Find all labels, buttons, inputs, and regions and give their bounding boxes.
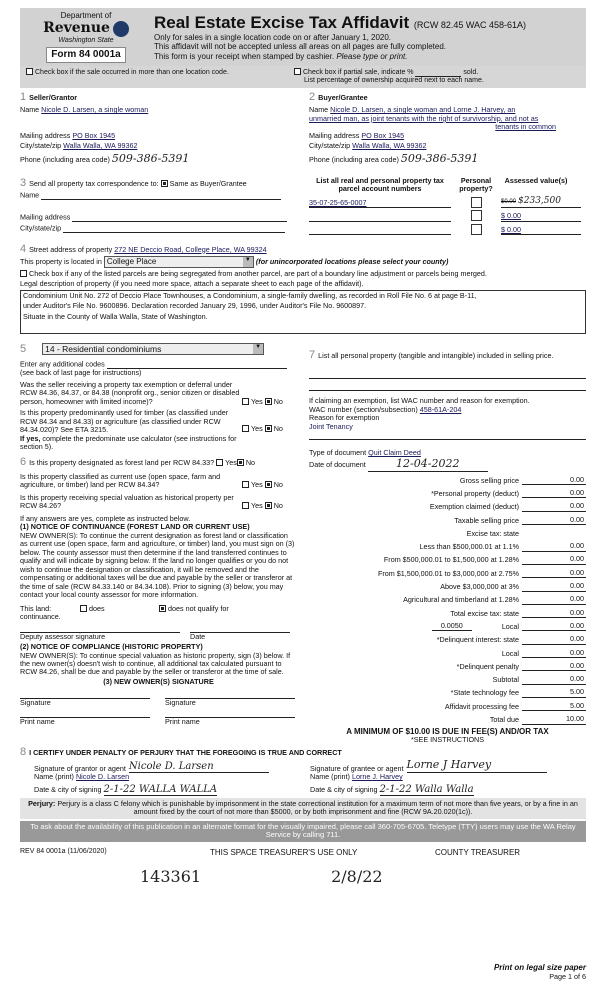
calc-amount[interactable]: 5.00: [522, 688, 586, 697]
parcel-number-2[interactable]: [309, 213, 451, 222]
calc-row: [309, 605, 586, 618]
header-line-2: This affidavit will not be accepted unless all areas on all pages are fully completed.: [154, 42, 447, 52]
calc-amount[interactable]: 0.00: [522, 582, 586, 591]
tax-calculation: [309, 472, 586, 725]
same-as-buyer-checkbox[interactable]: [161, 180, 168, 187]
chevron-down-icon: ▼: [253, 344, 263, 354]
notice-compliance-heading: (2) NOTICE OF COMPLIANCE (HISTORIC PROPERTY): [20, 642, 203, 652]
calc-row: [309, 698, 586, 711]
legal-label: Legal description of property (if you need more space, attach a separate sheet to each page of the affidavit).: [20, 279, 364, 289]
exemption-reason[interactable]: Joint Tenancy: [309, 421, 353, 431]
chevron-down-icon: ▼: [243, 257, 253, 266]
calc-row: [309, 592, 586, 605]
calc-row: [309, 711, 586, 724]
left-lower: 5 14 - Residential condominiums ▼ Enter any additional codes (see back of last page for instructions) Was the seller receiving a property tax exemption or deferral under RCW 84.36, 84.37, or 84.38 (nonprofit org., senior citizen or disabled person, homeowner with limited income)? Yes No Is this property predominantly used for timber (as classified under RCW 84.34 and 84.33) or agriculture (as classified under RCW 84.34.020)? See ETA 3215. If yes, complete the predominate use calculator (see instructions for section 5). Yes No 6 Is this property designated as forest land per RCW 84.33? Yes No Is this property classified as current use (open space, farm and agriculture, or timber) land per RCW 84.34? Yes No Is this property receiving special valuation as historical property per RCW 84.26? Yes No If any answers are yes, complete as instructed below. (1) NOTICE OF CONTINUANCE (FOREST LAND OR CURRENT USE) NEW OWNER(S): To continue the current designation as forest land or classification as current use (open space, farm and agriculture, or timber) land, you must sign on (3) below. The county assessor must then determine if the land transferred continues to qualify and will indicate by signing below. If the land no longer qualifies or you do not wish to continue the designation or classification, it will be removed and the compensating or additional taxes will be due and payable by the seller or transferor at the time of sale (RCW 84.33.140 or 84.34.108). Prior to signing (3) below, you may contact your local county assessor for more information. This land: does does not qualify for continuance. Deputy assessor signature Date (2) NOTICE OF COMPLIANCE (HISTORIC PROPERTY) NEW OWNER(S): To continue special valuation as historic property, sign (3) below. If the new owner(s) doesn't wish to continue, all additional tax calculated pursuant to RCW 84.26, shall be due and payable by the seller or transferor at the time of sale. (3) NEW OWNER(S) SIGNATURE Signature Signature Print name Print name: [20, 343, 297, 745]
calc-amount[interactable]: 0.00: [522, 569, 586, 578]
owner-sig-2[interactable]: Signature: [165, 698, 295, 707]
header-line-3: This form is your receipt when stamped by cashier. Please type or print.: [154, 51, 408, 61]
s3-mail-field[interactable]: [72, 213, 287, 222]
calc-label: Total excise tax: state: [450, 608, 519, 618]
assessed-value-2[interactable]: $ 0.00: [501, 212, 581, 221]
wac-number[interactable]: 458-61A-204: [419, 404, 462, 414]
multi-location-label: Check box if the sale occurred in more than one location code.: [35, 69, 229, 76]
notice-compliance-text: NEW OWNER(S): To continue special valuation as historic property, sign (3) below. If the new owner(s) doesn't wish to continue, all additional tax calculated pursuant to RCW 84.26, shall be due and payable by the seller or transferor at the time of sale.: [20, 650, 291, 677]
county-treasurer: COUNTY TREASURER: [435, 848, 521, 858]
calc-label: *State technology fee: [450, 688, 519, 698]
segregated-label: Check box if any of the listed parcels are being segregated from another parcel, are part of a boundary line adjustment or parcels being merged.: [29, 268, 487, 278]
calc-amount[interactable]: 0.00: [522, 662, 586, 671]
seller-mail[interactable]: PO Box 1945: [72, 130, 116, 140]
calc-amount[interactable]: 0.00: [522, 476, 586, 485]
parcel-table: [309, 177, 586, 243]
calc-row: [309, 658, 586, 671]
current-use-question: Is this property classified as current use (open space, farm and agriculture, or timber) land per RCW 84.34?: [20, 471, 221, 490]
calc-amount[interactable]: 0.00: [522, 622, 586, 631]
personal-property-line-2[interactable]: [309, 379, 586, 391]
calc-amount[interactable]: 0.00: [522, 649, 586, 658]
parcel-number-3[interactable]: [309, 226, 451, 235]
s3-text: Send all property tax correspondence to:: [29, 178, 159, 188]
calc-label: Subtotal: [492, 675, 519, 685]
personal-checkbox-1[interactable]: [471, 197, 482, 208]
seller-name[interactable]: Nicole D. Larsen, a single woman: [41, 105, 149, 115]
does-checkbox[interactable]: [80, 605, 87, 612]
footer: [20, 848, 586, 857]
accessibility-note: To ask about the availability of this publication in an alternate format for the visually impaired, please call 360-705-6705. Teletype (TTY) users may use the WA Relay Service by calling 711.: [20, 821, 586, 843]
owner-print-1[interactable]: Print name: [20, 717, 150, 726]
historic-yes[interactable]: [242, 502, 249, 509]
legal-description-field[interactable]: Condominium Unit No. 272 of Deccio Place Townhouses, a Condominium, a single-family dwelling, as recorded in Roll File No. 6 at page B-11, under Auditor's File No. 9600896. Declaration recorded January 29, 1996, under Auditor's File No. 9600897. Situate in the County of Walla Walla, State of Washington.: [20, 290, 586, 334]
grantee-date-city[interactable]: 2-1-22 Walla Walla: [379, 783, 474, 795]
revision-code: REV 84 0001a (11/06/2020): [20, 848, 107, 856]
buyer-phone[interactable]: 509-386-5391: [400, 151, 479, 165]
buyer-heading: Buyer/Grantee: [318, 92, 368, 102]
s3-name-field[interactable]: [41, 191, 281, 200]
grantor-print-name[interactable]: Nicole D. Larsen: [75, 772, 130, 782]
calc-row: [309, 565, 586, 578]
reason-label: Reason for exemption: [309, 413, 380, 423]
forest-yes[interactable]: [216, 459, 223, 466]
deputy-signature[interactable]: Deputy assessor signature: [20, 632, 180, 641]
calc-amount[interactable]: 0.00: [522, 542, 586, 551]
calc-label: Agricultural and timberland at 1.28%: [403, 595, 519, 605]
grantor-signature[interactable]: Nicole D. Larsen: [129, 761, 269, 774]
seller-phone[interactable]: 509-386-5391: [111, 151, 190, 165]
certification-text: I CERTIFY UNDER PENALTY OF PERJURY THAT THE FOREGOING IS TRUE AND CORRECT: [29, 748, 342, 758]
exemption-question: Was the seller receiving a property tax exemption or deferral under RCW 84.36, 84.37, or 84.38 (nonprofit org., senior citizen or disabled person, homeowner with limited income)?: [20, 379, 240, 406]
calc-amount[interactable]: 0.00: [522, 555, 586, 564]
parcel-col-header: List all real and personal property tax parcel account numbers: [316, 175, 444, 193]
assessed-value-3[interactable]: $ 0.00: [501, 226, 581, 235]
calc-row: [309, 618, 586, 631]
buyer-mail[interactable]: PO Box 1945: [361, 130, 405, 140]
calc-amount[interactable]: 0.00: [522, 675, 586, 684]
grantor-date-city[interactable]: 2-1-22 WALLA WALLA: [103, 783, 218, 795]
new-owner-sig-heading: (3) NEW OWNER(S) SIGNATURE: [103, 676, 214, 686]
calc-row: [309, 525, 586, 538]
buyer-city[interactable]: Walla Walla, WA 99362: [352, 141, 427, 151]
calc-amount[interactable]: 0.00: [522, 609, 586, 618]
owner-print-2[interactable]: Print name: [165, 717, 295, 726]
buyer-name-1[interactable]: Nicole D. Larsen, a single woman and Lorne J. Harvey, an: [330, 105, 516, 115]
treasurer-use: THIS SPACE TREASURER'S USE ONLY: [210, 848, 358, 858]
calc-label: *Delinquent interest: state: [436, 635, 519, 645]
document-date[interactable]: 12-04-2022: [368, 458, 488, 472]
form-header: [20, 8, 586, 66]
calc-row: [309, 552, 586, 565]
same-as-buyer-label: Same as Buyer/Grantee: [169, 178, 247, 188]
calc-amount[interactable]: 0.00: [522, 502, 586, 511]
calc-label: Total due: [489, 715, 519, 725]
treasurer-date: 2/8/22: [331, 866, 383, 886]
calc-amount[interactable]: 10.00: [522, 715, 586, 724]
calc-amount[interactable]: 0.00: [522, 635, 586, 644]
timber-question: Is this property predominantly used for timber (as classified under RCW 84.34 and 84.33) or agriculture (as classified under RCW 84.34.020)? See ETA 3215.: [20, 408, 229, 435]
calc-label: From $500,000.01 to $1,500,000 at 1.28%: [383, 555, 519, 565]
historic-question: Is this property receiving special valuation as historical property per RCW 84.26?: [20, 492, 234, 511]
location-note: (for unincorporated locations please select your county): [255, 257, 449, 267]
multi-location-checkbox[interactable]: [26, 68, 33, 75]
treasurer-receipt-number: 143361: [140, 866, 202, 886]
logo-state: Washington State: [58, 36, 114, 44]
correspondence-section: 3 Send all property tax correspondence to: Same as Buyer/Grantee Name Mailing address City/state/zip List all real and personal property tax parcel account numbers Personal property? Assessed value(s) 35-07-25-65-0007 $0.00 $233,500 $ 0.00 $ 0.00: [20, 177, 586, 243]
calc-row: [309, 645, 586, 658]
historic-no[interactable]: [265, 502, 272, 509]
header-checkboxes: [20, 66, 586, 88]
personal-col-header: Personal property?: [459, 175, 493, 193]
exemption-yes[interactable]: [242, 398, 249, 405]
seller-city[interactable]: Walla Walla, WA 99362: [63, 141, 138, 151]
revenue-logo: [26, 11, 146, 63]
exemption-no[interactable]: [265, 398, 272, 405]
minimum-due-note: A MINIMUM OF $10.00 IS DUE IN FEE(S) AND/OR TAX: [346, 726, 549, 736]
calc-row: [309, 671, 586, 684]
calc-row: [309, 685, 586, 698]
personal-checkbox-3[interactable]: [471, 224, 482, 235]
perjury-note: Perjury: Perjury is a class C felony which is punishable by imprisonment in the state correctional institution for a maximum term of not more than five years, or by a fine in an amount fixed by the court of not more than $5000, or by both imprisonment and fine (RCW 9A.20.020(1c)).: [20, 798, 586, 819]
deputy-date[interactable]: Date: [190, 632, 290, 641]
legal-paper-note: Print on legal size paper: [493, 963, 586, 973]
calc-amount[interactable]: 0.00: [522, 516, 586, 525]
answers-note: If any answers are yes, complete as instructed below.: [20, 513, 191, 523]
s7-text: List all personal property (tangible and intangible) included in selling price.: [318, 350, 554, 360]
notice-continuance-text: NEW OWNER(S): To continue the current designation as forest land or classification as current use (open space, farm and agriculture, or timber) land, you must sign on (3) below. The county assessor must then determine if the land transferred continues to qualify and will indicate by signing below. If the land no longer qualifies or you do not wish to continue the designation or classification, it will be removed and the compensating or additional taxes will be due and payable by the seller or transferor at the time of sale (RCW 84.33.140 or 84.34.108). Prior to signing (3) below, you may contact your local county assessor for more information.: [20, 530, 295, 600]
location-select[interactable]: College Place ▼: [104, 256, 254, 267]
reason-line[interactable]: [309, 431, 586, 440]
notice-continuance-heading: (1) NOTICE OF CONTINUANCE (FOREST LAND OR CURRENT USE): [20, 522, 250, 532]
personal-property-line-1[interactable]: [309, 367, 586, 379]
calc-label: *Delinquent penalty: [456, 661, 519, 671]
calc-row: [309, 498, 586, 511]
grantee-print-name[interactable]: Lorne J. Harvey: [351, 772, 403, 782]
calc-row: [309, 512, 586, 525]
page-number: Page 1 of 6: [549, 971, 586, 981]
calc-row: [309, 631, 586, 644]
header-line-1: Only for sales in a single location code on or after January 1, 2020.: [154, 32, 392, 42]
right-lower: 7 List all personal property (tangible and intangible) included in selling price. If claiming an exemption, list WAC number and reason for exemption. WAC number (section/subsection) 458-61A-204 Reason for exemption Joint Tenancy Type of document Quit Claim Deed Date of document 12-04-2022 Gross selling price 0.00 *Personal property (deduct) 0.00 Exemption claimed (deduct) 0.00 Taxable selling price 0.00 Excise tax: state Less than $500,000.01 at 1.1% 0.00 From $500,000.01 to $1,500,000 at 1.28% 0.00 From $1,500,000.01 to $3,000,000 at 2.75% 0.00 Above $3,000,000 at 3% 0.00 Agricultural and timberland at 1.28% 0.00 Total excise tax: state 0.00 0.0050 Local 0.00 *Delinquent interest: state 0.00 Local 0.00 *Delinquent penalty 0.00 Subtotal 0.00 *State technology fee 5.00 Affidavit processing fee 5.00 Total due 10.00 A MINIMUM OF $10.00 IS DUE IN FEE(S) AND/OR TAX *SEE INSTRUCTIONS: [309, 348, 584, 744]
calc-row: [309, 472, 586, 485]
timber-yes[interactable]: [242, 425, 249, 432]
personal-checkbox-2[interactable]: [471, 210, 482, 221]
seller-heading: Seller/Grantor: [29, 92, 78, 102]
buyer-name-2[interactable]: unmarried man, as joint tenants with the right of survivorship, and not as: [309, 113, 539, 123]
see-instructions: *SEE INSTRUCTIONS: [410, 734, 485, 744]
codes-note: (see back of last page for instructions): [20, 368, 142, 378]
owner-sig-1[interactable]: Signature: [20, 698, 150, 707]
assessed-struck: $0.00: [501, 199, 517, 206]
s3-city-field[interactable]: [63, 224, 285, 233]
form-title: Real Estate Excise Tax Affidavit (RCW 82.45 WAC 458-61A): [154, 12, 527, 32]
assessed-col-header: Assessed value(s): [504, 175, 568, 185]
partial-sale-label: Check box if partial sale, indicate %: [303, 69, 414, 76]
calc-label: Gross selling price: [459, 475, 519, 485]
partial-sale-percent[interactable]: [415, 68, 461, 77]
lower-section: [20, 343, 586, 745]
calc-amount[interactable]: 0.00: [522, 595, 586, 604]
pct-note: List percentage of ownership acquired next to each name.: [304, 77, 484, 85]
current-use-yes[interactable]: [242, 481, 249, 488]
document-type[interactable]: Quit Claim Deed: [368, 448, 421, 458]
partial-sale-checkbox[interactable]: [294, 68, 301, 75]
logo-swirl-icon: [113, 21, 129, 37]
buyer-name-3[interactable]: tenants in common: [495, 122, 556, 132]
seller-block: 1 Seller/Grantor Name Nicole D. Larsen, a single woman Mailing address PO Box 1945 City/state/zip Walla Walla, WA 99362 Phone (including area code) 509-386-5391: [20, 90, 190, 165]
calc-label: Exemption claimed (deduct): [429, 502, 519, 512]
calc-label: *Personal property (deduct): [431, 488, 519, 498]
land-use-select[interactable]: 14 - Residential condominiums ▼: [42, 343, 264, 355]
calc-label: Above $3,000,000 at 3%: [440, 582, 519, 592]
forest-no[interactable]: [237, 459, 244, 466]
timber-no[interactable]: [265, 425, 272, 432]
grantee-signature[interactable]: Lorne J Harvey: [407, 759, 547, 773]
street-address[interactable]: 272 NE Deccio Road, College Place, WA 99324: [114, 244, 267, 254]
current-use-no[interactable]: [265, 481, 272, 488]
calc-row: [309, 485, 586, 498]
certification-section: 8 I CERTIFY UNDER PENALTY OF PERJURY THAT THE FOREGOING IS TRUE AND CORRECT Signature of grantor or agent Nicole D. Larsen Name (print) Nicole D. Larsen Date & city of signing 2-1-22 WALLA WALLA Signature of grantee or agent Lorne J Harvey Name (print) Lorne J. Harvey Date & city of signing 2-1-22 Walla Walla: [20, 746, 586, 795]
calc-row: [309, 578, 586, 591]
seller-buyer-section: [20, 91, 586, 177]
calc-amount[interactable]: 0.00: [522, 489, 586, 498]
calc-label: Affidavit processing fee: [444, 701, 519, 711]
segregated-checkbox[interactable]: [20, 270, 27, 277]
calc-label: Less than $500,000.01 at 1.1%: [419, 542, 519, 552]
parcel-number-1[interactable]: 35-07-25-65-0007: [309, 199, 451, 208]
calc-row: [309, 538, 586, 551]
form-number: Form 84 0001a: [46, 47, 126, 63]
logo-revenue: Revenue: [43, 20, 110, 37]
calc-amount[interactable]: 5.00: [522, 702, 586, 711]
calc-label: Taxable selling price: [454, 515, 519, 525]
forest-question: Is this property designated as forest land per RCW 84.33?: [29, 457, 215, 467]
calc-label: Local: [501, 621, 519, 631]
buyer-block: 2 Buyer/Grantee Name Nicole D. Larsen, a single woman and Lorne J. Harvey, an unmarried man, as joint tenants with the right of survivorship, and not as tenants in common Mailing address PO Box 1945 City/state/zip Walla Walla, WA 99362 Phone (including area code) 509-386-5391: [309, 91, 586, 177]
property-section: 4 Street address of property 272 NE Deccio Road, College Place, WA 99324 This property is located in College Place ▼ (for unincorporated locations please select your county) Check box if any of the listed parcels are being segregated from another parcel, are part of a boundary line adjustment or parcels being merged. Legal description of property (if you need more space, attach a separate sheet to each page of the affidavit). Condominium Unit No. 272 of Deccio Place Townhouses, a Condominium, a single-family dwelling, as recorded in Roll File No. 6 at page B-11, under Auditor's File No. 9600896. Declaration recorded January 29, 1996, under Auditor's File No. 9600897. Situate in the County of Walla Walla, State of Washington.: [20, 243, 586, 343]
calc-label: From $1,500,000.01 to $3,000,000 at 2.75%: [377, 568, 519, 578]
exemption-instruction: If claiming an exemption, list WAC number and reason for exemption.: [309, 396, 530, 406]
assessed-value-1[interactable]: $233,500: [518, 196, 561, 207]
sold-label: sold.: [463, 69, 479, 76]
local-rate[interactable]: 0.0050: [432, 622, 472, 631]
does-not-checkbox[interactable]: [159, 605, 166, 612]
calc-label: Excise tax: state: [466, 528, 519, 538]
logo-dept: Department of: [60, 11, 112, 20]
calc-label: Local: [501, 648, 519, 658]
